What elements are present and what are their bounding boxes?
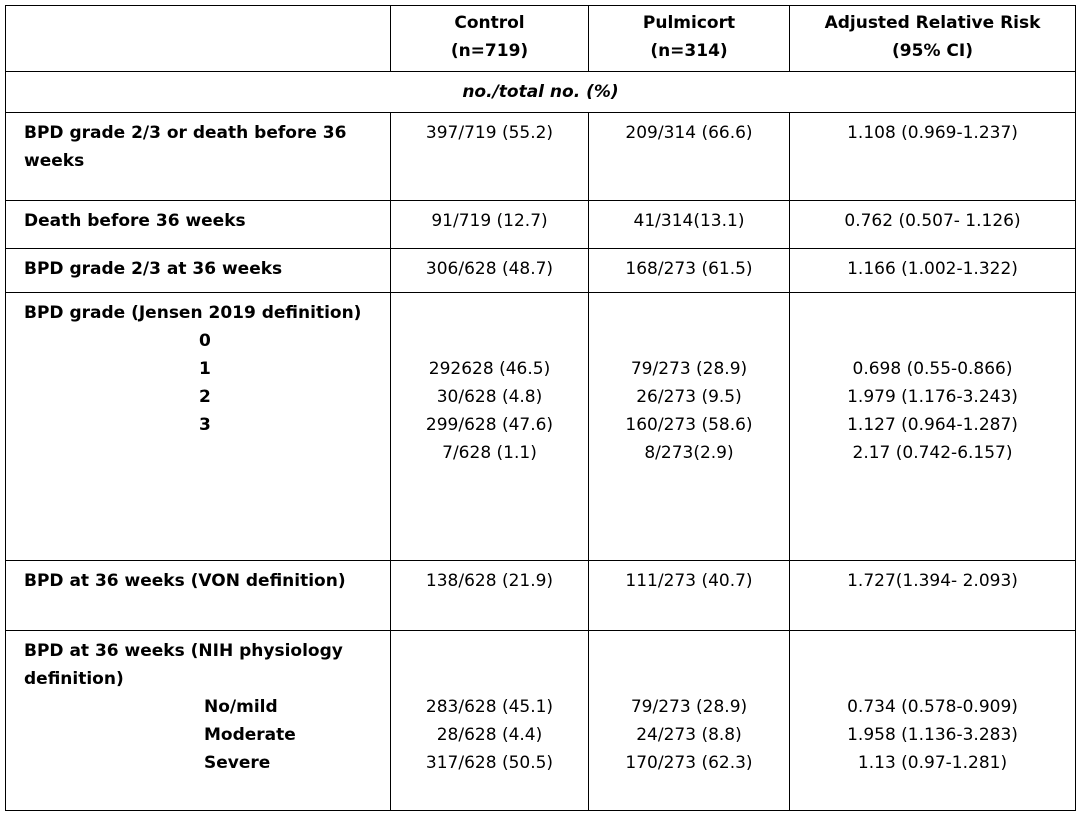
control-value: 397/719 (55.2) [391,113,589,201]
table-row [6,113,1076,201]
grade-label: 2 [199,387,211,407]
table-row [6,561,1076,631]
rr-value: 1.727(1.394- 2.093) [790,561,1076,631]
row-label-line: BPD grade 2/3 or death before 36 [24,123,347,143]
rr-value [790,631,1076,811]
row-label: Death before 36 weeks [6,201,391,249]
grade-label: No/mild [204,697,278,717]
rr-value: 0.762 (0.507- 1.126) [790,201,1076,249]
grade-value: 1.979 (1.176-3.243) [847,387,1018,407]
grade-value: 1.127 (0.964-1.287) [847,415,1018,435]
grade-value: 170/273 (62.3) [625,753,753,773]
header-control [391,6,589,72]
grade-value: 26/273 (9.5) [636,387,742,407]
table-row [6,631,1076,811]
row-label: BPD at 36 weeks (VON definition) [6,561,391,631]
row-label [6,631,391,811]
units-row [6,72,1076,113]
grade-value: 79/273 (28.9) [630,697,748,717]
control-value: 91/719 (12.7) [391,201,589,249]
grade-value: 1.13 (0.97-1.281) [857,753,1008,773]
header-pulmicort-name: Pulmicort [642,13,736,33]
header-pulmicort-n: (n=314) [650,41,728,61]
row-label: BPD grade 2/3 at 36 weeks [6,249,391,293]
grade-value: 24/273 (8.8) [636,725,742,745]
row-label-line: BPD grade (Jensen 2019 definition) [24,303,362,323]
header-control-name: Control [454,13,525,33]
grade-value: 283/628 (45.1) [425,697,554,717]
grade-value: 79/273 (28.9) [630,359,748,379]
grade-value: 0.698 (0.55-0.866) [852,359,1013,379]
pulmicort-value: 111/273 (40.7) [589,561,790,631]
grade-value: 2.17 (0.742-6.157) [852,443,1013,463]
control-value: 306/628 (48.7) [391,249,589,293]
table-row [6,201,1076,249]
table-row [6,293,1076,561]
control-value [391,293,589,561]
pulmicort-value: 209/314 (66.6) [589,113,790,201]
pulmicort-value: 168/273 (61.5) [589,249,790,293]
rr-value [790,293,1076,561]
row-label [6,113,391,201]
control-value: 138/628 (21.9) [391,561,589,631]
header-row [6,6,1076,72]
row-label-line: definition) [24,669,124,689]
results-table [5,5,1076,811]
control-value [391,631,589,811]
grade-value: 30/628 (4.8) [436,387,543,407]
grade-label: 0 [199,331,211,351]
row-label-line: weeks [24,151,85,171]
header-control-n: (n=719) [450,41,529,61]
header-empty-cell [6,6,391,72]
row-label [6,293,391,561]
grade-value: 7/628 (1.1) [442,443,537,463]
grade-label: Moderate [204,725,296,745]
header-rr-name: Adjusted Relative Risk [824,13,1041,33]
rr-value: 1.108 (0.969-1.237) [790,113,1076,201]
grade-value: 8/273(2.9) [644,443,734,463]
pulmicort-value: 41/314(13.1) [589,201,790,249]
units-label: no./total no. (%) [6,72,1076,113]
grade-value: 292628 (46.5) [428,359,551,379]
row-label-line: BPD at 36 weeks (NIH physiology [24,641,343,661]
table-row [6,249,1076,293]
grade-value: 317/628 (50.5) [425,753,554,773]
grade-value: 0.734 (0.578-0.909) [847,697,1018,717]
grade-value: 28/628 (4.4) [436,725,543,745]
grade-value: 299/628 (47.6) [425,415,554,435]
pulmicort-value [589,293,790,561]
grade-label: 3 [199,415,211,435]
grade-value: 1.958 (1.136-3.283) [847,725,1018,745]
grade-label: Severe [204,753,271,773]
pulmicort-value [589,631,790,811]
grade-label: 1 [199,359,211,379]
header-relative-risk [790,6,1076,72]
rr-value: 1.166 (1.002-1.322) [790,249,1076,293]
header-rr-ci: (95% CI) [892,41,973,61]
header-pulmicort [589,6,790,72]
grade-value: 160/273 (58.6) [625,415,753,435]
